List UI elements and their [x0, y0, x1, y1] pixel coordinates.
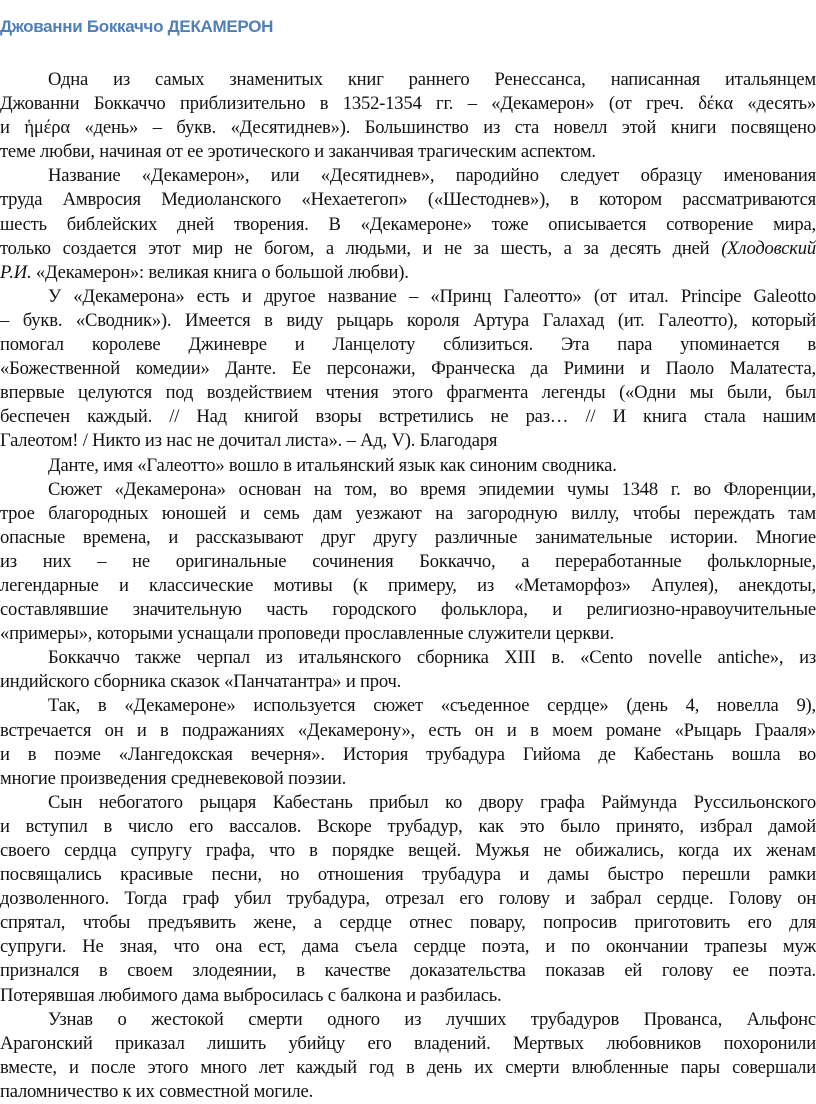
text-line: впервые целуются под воздействием чтения этого фрагмента легенды («Одни мы были, был	[0, 382, 816, 404]
text-line: посвящались красивые песни, но отношения трубадура и дамы быстро перешли рамки	[0, 864, 816, 886]
text-line: Арагонский приказал лишить убийцу его владений. Мертвых любовников похоронили	[0, 1032, 816, 1054]
text-line: легендарные и классические мотивы (к примеру, из «Метаморфоз» Апулея), анекдоты,	[0, 574, 816, 596]
text-line: теме любви, начиная от ее эротического и заканчивая трагическим аспектом.	[0, 141, 596, 163]
text-line: Джованни Боккаччо приблизительно в 1352-1354 гг. – «Декамерон» (от греч. δέκα «десять»	[0, 93, 816, 115]
text-line	[0, 237, 816, 261]
paragraph	[0, 791, 816, 1008]
text-line: «примеры», которыми уснащали проповеди прославленные служители церкви.	[0, 623, 614, 645]
text-line: вместе, и после этого много лет каждый год в день их смерти влюбленные пары совершали	[0, 1056, 816, 1078]
paragraph	[0, 68, 816, 164]
text-line: шесть библейских дней творения. В «Декамероне» тоже описывается сотворение мира,	[0, 213, 816, 235]
text-line: дозволенного. Тогда граф убил трубадура, отрезал его голову и забрал сердце. Голову он	[0, 888, 816, 910]
text-line: и в поэме «Лангедокская вечерня». История трубадура Гийома де Кабестань вошла во	[0, 743, 816, 765]
paragraph	[0, 164, 816, 284]
text-line: трое благородных юношей и семь дам уезжают на загородную виллу, чтобы переждать там	[0, 502, 816, 524]
text-line: Сюжет «Декамерона» основан на том, во время эпидемии чумы 1348 г. во Флоренции,	[48, 478, 816, 500]
text-line: помогал королеве Джиневре и Ланцелоту сблизиться. Эта пара упоминается в	[0, 334, 816, 356]
text-line: Узнав о жестокой смерти одного из лучших трубадуров Прованса, Альфонс	[48, 1008, 816, 1030]
text-line: Так, в «Декамероне» используется сюжет «съеденное сердце» (день 4, новелла 9),	[48, 695, 816, 717]
paragraph	[0, 478, 816, 647]
paragraph	[0, 454, 816, 478]
paragraph	[0, 694, 816, 790]
text-line: паломничество к их совместной могиле.	[0, 1080, 314, 1102]
text-line: признался в своем злодеянии, в качестве доказательства показав ей голову ее поэта.	[0, 960, 816, 982]
text-line: «Божественной комедии» Данте. Ее персонажи, Франческа да Римини и Паоло Малатеста,	[0, 358, 816, 380]
text-line: встречается он и в подражаниях «Декамерону», есть он и в моем романе «Рыцарь Грааля»	[0, 719, 816, 741]
text-line: Потерявшая любимого дама выбросилась с балкона и разбилась.	[0, 984, 502, 1006]
text-line: опасные времена, и рассказывают друг другу различные занимательные истории. Многие	[0, 526, 816, 548]
text-line: Одна из самых знаменитых книг раннего Ренессанса, написанная итальянцем	[48, 69, 816, 90]
text-line: Сын небогатого рыцаря Кабестань прибыл ко двору графа Раймунда Руссильонского	[48, 791, 816, 813]
text-line: из них – не оригинальные сочинения Боккаччо, а переработанные фольклорные,	[0, 550, 816, 572]
citation-text: (Хлодовский	[721, 237, 816, 259]
text-line: спрятал, чтобы предъявить жене, а сердце отнес повару, попросив приготовить его для	[0, 912, 816, 934]
text-line: беспечен каждый. // Над книгой взоры встретились не раз… // И книга стала нашим	[0, 406, 816, 428]
text-segment: только создается этот мир не богом, а людьми, и не за шесть, а за десять дней	[0, 237, 722, 259]
text-line: Название «Декамерон», или «Десятиднев», пародийно следует образцу именования	[48, 165, 816, 187]
text-line: индийского сборника сказок «Панчатантра» и проч.	[0, 671, 402, 693]
text-line: Боккаччо также черпал из итальянского сборника XIII в. «Cento novelle antiche», из	[48, 647, 816, 669]
text-line: Данте, имя «Галеотто» вошло в итальянский язык как синоним сводника.	[48, 454, 617, 476]
paragraph	[0, 1008, 816, 1104]
text-line: труда Амвросия Медиоланского «Нехаетегоп» («Шестоднев»), в котором рассматриваются	[0, 189, 816, 211]
text-line: У «Декамерона» есть и другое название – «Принц Галеотто» (от итал. Principe Galeotto	[48, 285, 816, 307]
text-line: своего сердца супругу графа, что в порядке вещей. Мужья не обижались, когда их женам	[0, 840, 816, 861]
paragraph	[0, 646, 816, 694]
text-line: Галеотом! / Никто из нас не дочитал листа». – Ад, V). Благодаря	[0, 430, 498, 452]
text-line: супруги. Не зная, что она ест, дама съела сердце поэта, и по окончании трапезы муж	[0, 936, 816, 958]
document-title: Джованни Боккаччо ДЕКАМЕРОН	[0, 17, 274, 36]
paragraph	[0, 285, 816, 454]
text-segment: «Декамерон»: великая книга о большой любви).	[31, 261, 409, 283]
text-line	[0, 261, 816, 285]
text-line: – букв. «Сводник»). Имеется в виду рыцарь короля Артура Галахад (ит. Галеотто), который	[0, 309, 816, 331]
text-line: составлявшие значительную часть городского фольклора, и религиозно-нравоучительные	[0, 599, 816, 621]
text-line: и ἡμέρα «день» – букв. «Десятиднев»). Большинство из ста новелл этой книги посвящено	[0, 117, 816, 139]
citation-text: Р.И.	[0, 261, 32, 283]
document-body	[0, 68, 816, 1104]
text-line: многие произведения средневековой поэзии.	[0, 767, 347, 789]
text-line: и вступил в число его вассалов. Вскоре трубадур, как это было принято, избрал дамой	[0, 815, 816, 837]
